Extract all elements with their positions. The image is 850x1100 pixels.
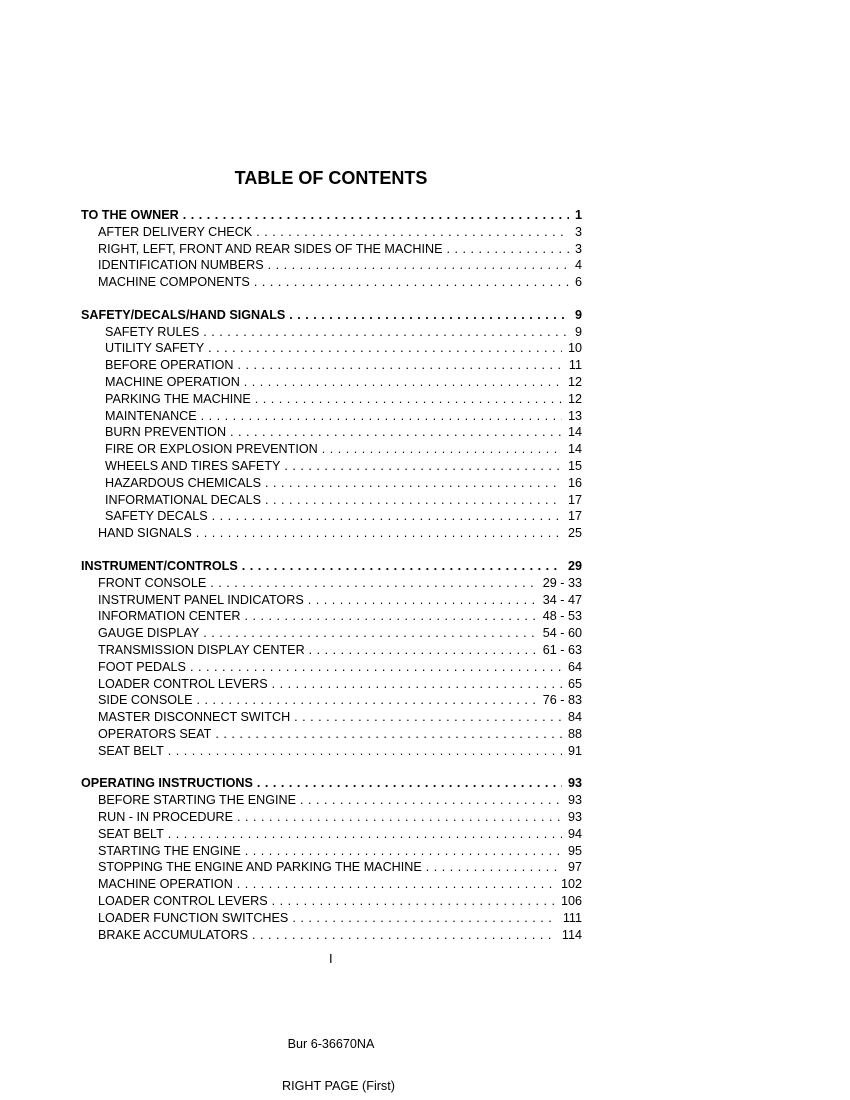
toc-section	[81, 558, 582, 760]
entry-label: RUN - IN PROCEDURE . . .	[98, 809, 582, 826]
page-reference: 12	[562, 374, 582, 391]
section-title: INSTRUMENT/CONTROLS . . .	[81, 558, 582, 575]
section-title: SAFETY/DECALS/HAND SIGNALS . . .	[81, 307, 582, 324]
toc-entry	[81, 625, 582, 642]
toc-section-heading	[81, 307, 582, 324]
entry-label: LOADER FUNCTION SWITCHES . . .	[98, 910, 582, 927]
entry-label: MASTER DISCONNECT SWITCH . . .	[98, 709, 582, 726]
page-reference: 3	[569, 224, 582, 241]
toc-entry	[81, 859, 582, 876]
toc-entry	[81, 257, 582, 274]
page-reference: 34 - 47	[537, 592, 582, 609]
entry-label: WHEELS AND TIRES SAFETY . . .	[105, 458, 582, 475]
toc-section	[81, 307, 582, 542]
toc-entry	[81, 508, 582, 525]
page-reference: 1	[569, 207, 582, 224]
toc-entry	[81, 893, 582, 910]
toc-entry	[81, 743, 582, 760]
toc-entry	[81, 927, 582, 944]
page-reference: 94	[562, 826, 582, 843]
entry-label: STOPPING THE ENGINE AND PARKING THE MACHINE . . .	[98, 859, 582, 876]
entry-label: IDENTIFICATION NUMBERS . . .	[98, 257, 582, 274]
page-reference: 48 - 53	[537, 608, 582, 625]
toc-entry	[81, 876, 582, 893]
document-reference: Bur 6-36670NA	[287, 1037, 375, 1051]
page-reference: 29 - 33	[537, 575, 582, 592]
entry-label: UTILITY SAFETY . . .	[105, 340, 582, 357]
toc-section-heading	[81, 775, 582, 792]
entry-label: OPERATORS SEAT . . .	[98, 726, 582, 743]
toc-entry	[81, 391, 582, 408]
toc-entry	[81, 676, 582, 693]
entry-label: STARTING THE ENGINE . . .	[98, 843, 582, 860]
page-reference: 76 - 83	[537, 692, 582, 709]
page-reference: 13	[562, 408, 582, 425]
toc-entry	[81, 458, 582, 475]
page-number: I	[329, 951, 333, 966]
page-reference: 106	[555, 893, 582, 910]
section-title: TO THE OWNER . . .	[81, 207, 582, 224]
toc-entry	[81, 374, 582, 391]
entry-label: FIRE OR EXPLOSION PREVENTION . . .	[105, 441, 582, 458]
entry-label: HAND SIGNALS . . .	[98, 525, 582, 542]
toc-entry	[81, 274, 582, 291]
entry-label: BEFORE OPERATION . . .	[105, 357, 582, 374]
page-reference: 29	[562, 558, 582, 575]
toc-entry	[81, 441, 582, 458]
toc-entry	[81, 826, 582, 843]
toc-entry	[81, 241, 582, 258]
toc-entry	[81, 424, 582, 441]
page-reference: 17	[562, 492, 582, 509]
entry-label: LOADER CONTROL LEVERS . . .	[98, 676, 582, 693]
page-reference: 4	[569, 257, 582, 274]
page-reference: 10	[562, 340, 582, 357]
toc-entry	[81, 224, 582, 241]
entry-label: TRANSMISSION DISPLAY CENTER . . .	[98, 642, 582, 659]
toc-entry	[81, 608, 582, 625]
toc-entry	[81, 726, 582, 743]
page-reference: 14	[562, 441, 582, 458]
page-reference: 88	[562, 726, 582, 743]
page-reference: 102	[555, 876, 582, 893]
page-reference: 6	[569, 274, 582, 291]
page-reference: 97	[562, 859, 582, 876]
page-reference: 11	[563, 357, 582, 374]
toc-section	[81, 207, 582, 291]
page-reference: 12	[562, 391, 582, 408]
entry-label: INFORMATION CENTER . . .	[98, 608, 582, 625]
page-reference: 14	[562, 424, 582, 441]
page-reference: 54 - 60	[537, 625, 582, 642]
page-reference: 9	[569, 324, 582, 341]
page-reference: 9	[569, 307, 582, 324]
page-reference: 15	[562, 458, 582, 475]
entry-label: RIGHT, LEFT, FRONT AND REAR SIDES OF THE MACHINE . . .	[98, 241, 582, 258]
page-reference: 61 - 63	[537, 642, 582, 659]
entry-label: SAFETY RULES . . .	[105, 324, 582, 341]
entry-label: BURN PREVENTION . . .	[105, 424, 582, 441]
entry-label: LOADER CONTROL LEVERS . . .	[98, 893, 582, 910]
entry-label: HAZARDOUS CHEMICALS . . .	[105, 475, 582, 492]
toc-entry	[81, 809, 582, 826]
toc-section	[81, 775, 582, 943]
toc-entry	[81, 475, 582, 492]
toc-entry	[81, 575, 582, 592]
toc-entry	[81, 659, 582, 676]
page-side-label: RIGHT PAGE (First)	[282, 1079, 395, 1093]
page-reference: 91	[562, 743, 582, 760]
entry-label: SAFETY DECALS . . .	[105, 508, 582, 525]
toc-entry	[81, 709, 582, 726]
toc-entry	[81, 642, 582, 659]
page-reference: 93	[562, 792, 582, 809]
toc-entry	[81, 592, 582, 609]
entry-label: INSTRUMENT PANEL INDICATORS . . .	[98, 592, 582, 609]
toc-section-heading	[81, 558, 582, 575]
toc-entry	[81, 492, 582, 509]
toc-entry	[81, 324, 582, 341]
entry-label: BEFORE STARTING THE ENGINE . . .	[98, 792, 582, 809]
toc-entry	[81, 357, 582, 374]
entry-label: INFORMATIONAL DECALS . . .	[105, 492, 582, 509]
page-title: TABLE OF CONTENTS	[234, 168, 428, 188]
page-reference: 111	[557, 910, 582, 927]
entry-label: MACHINE OPERATION . . .	[105, 374, 582, 391]
page-reference: 93	[562, 809, 582, 826]
entry-label: PARKING THE MACHINE . . .	[105, 391, 582, 408]
page-reference: 114	[556, 927, 582, 944]
page-reference: 93	[562, 775, 582, 792]
toc-entry	[81, 340, 582, 357]
entry-label: FOOT PEDALS . . .	[98, 659, 582, 676]
entry-label: SEAT BELT . . .	[98, 826, 582, 843]
page-reference: 16	[562, 475, 582, 492]
entry-label: MACHINE COMPONENTS . . .	[98, 274, 582, 291]
page-reference: 65	[562, 676, 582, 693]
toc-entry	[81, 792, 582, 809]
page-reference: 3	[569, 241, 582, 258]
entry-label: AFTER DELIVERY CHECK . . .	[98, 224, 582, 241]
page-reference: 84	[562, 709, 582, 726]
page-reference: 95	[562, 843, 582, 860]
toc-entry	[81, 408, 582, 425]
toc-entry	[81, 692, 582, 709]
toc-entry	[81, 525, 582, 542]
entry-label: MAINTENANCE . . .	[105, 408, 582, 425]
toc-section-heading	[81, 207, 582, 224]
entry-label: MACHINE OPERATION . . .	[98, 876, 582, 893]
page-reference: 64	[562, 659, 582, 676]
table-of-contents	[81, 207, 582, 959]
section-title: OPERATING INSTRUCTIONS . . .	[81, 775, 582, 792]
page-reference: 25	[562, 525, 582, 542]
toc-entry	[81, 843, 582, 860]
entry-label: FRONT CONSOLE . . .	[98, 575, 582, 592]
page-reference: 17	[562, 508, 582, 525]
entry-label: BRAKE ACCUMULATORS . . .	[98, 927, 582, 944]
entry-label: SEAT BELT . . .	[98, 743, 582, 760]
entry-label: GAUGE DISPLAY . . .	[98, 625, 582, 642]
entry-label: SIDE CONSOLE . . .	[98, 692, 582, 709]
toc-entry	[81, 910, 582, 927]
